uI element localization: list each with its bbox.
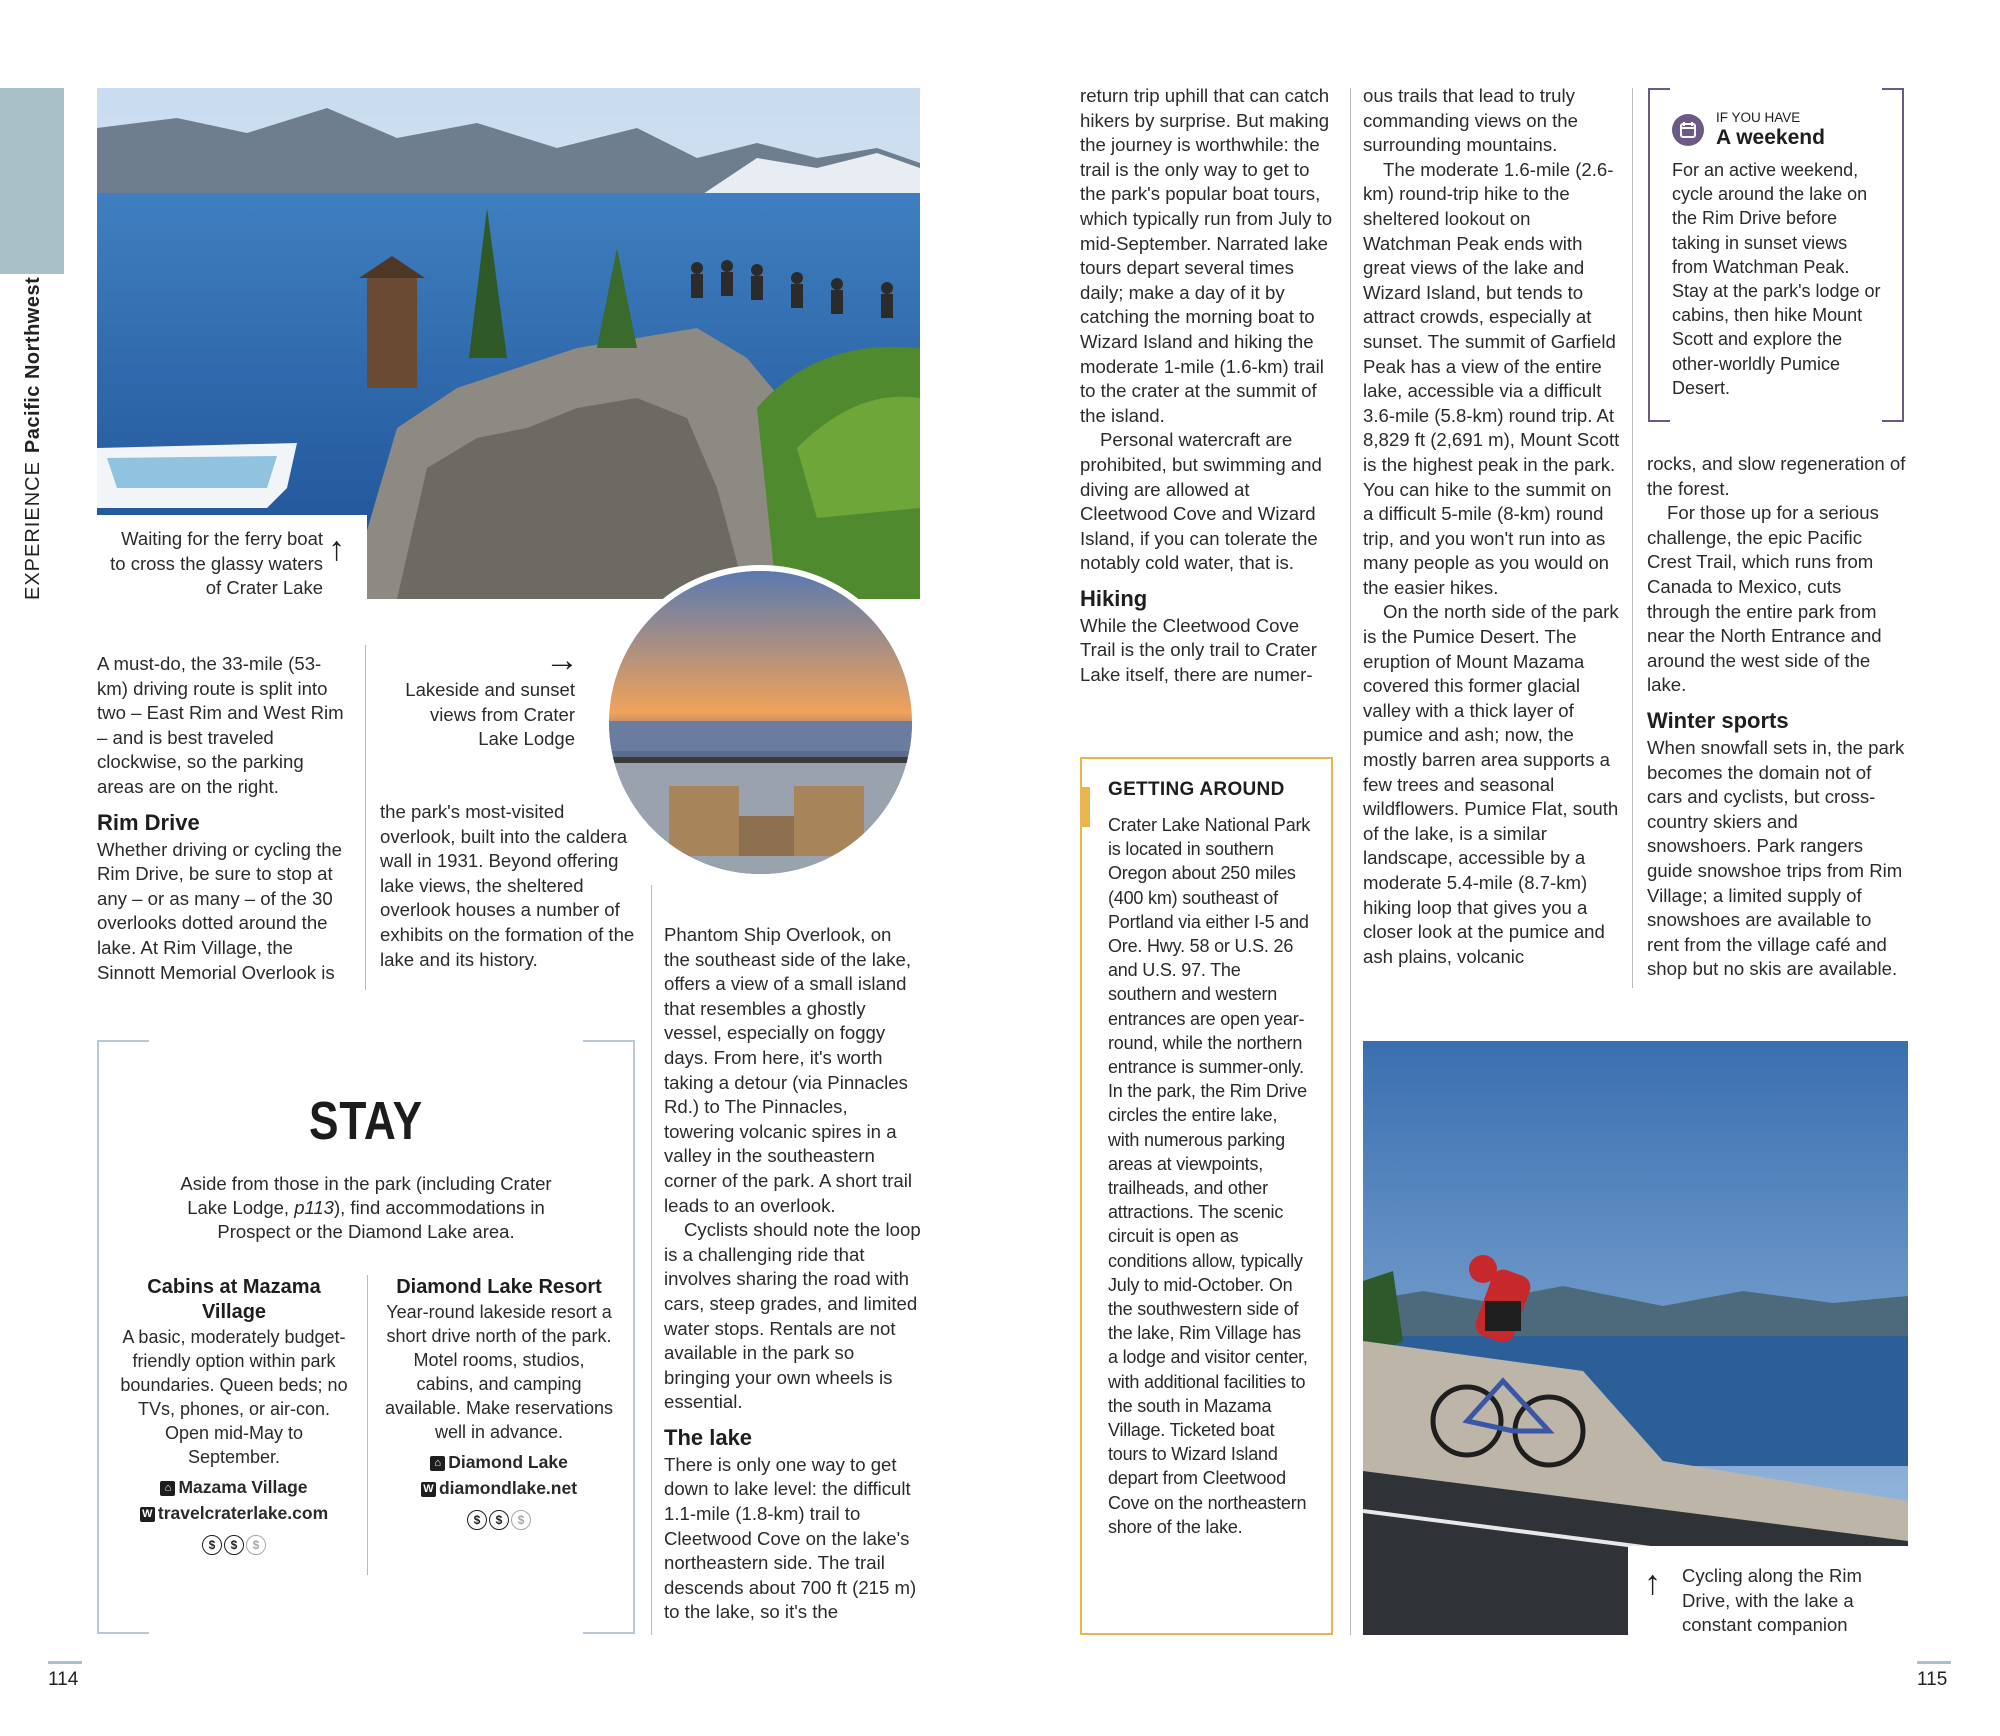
region-name: Pacific Northwest	[22, 276, 44, 454]
paragraph: A must-do, the 33-mile (53-km) driving route is split into two – East Rim and West Rim – and is best traveled clockwise, so the parking areas are on the right.	[97, 653, 344, 797]
paragraph: Whether driving or cycling the Rim Drive, be sure to stop at any – or as many – of the 30 overlooks dotted around the lake. At Rim Village, the Sinnott Memorial Overlook is	[97, 838, 342, 983]
paragraph: There is only one way to get down to lake level: the difficult 1.1-mile (1.8-km) trail to Cleetwood Cove on the lake's northeastern side. The trail descends about 700 ft (215 m) to the lake, so it's the	[664, 1453, 917, 1623]
arrow-right-icon: →	[545, 641, 579, 679]
listing-description: Year-round lakeside resort a short drive north of the park. Motel rooms, studios, cabins, and camping available. Make reservations well in advance.	[384, 1302, 614, 1442]
subheading-winter-sports: Winter sports	[1647, 707, 1789, 733]
box-corner	[97, 1040, 149, 1042]
stay-box	[97, 1040, 635, 1634]
stay-intro-text: ), find accommodations in Prospect or the Diamond Lake area.	[217, 1197, 545, 1242]
paragraph: return trip uphill that can catch hikers by surprise. But making the journey is worthwhile: the trail is the only way to get to the park's popular boat tours, which typically run from July to mid-September. Narrated lake tours depart several times daily; make a day of it by catching the morning boat to Wizard Island and hiking the moderate 1-mile (1.6-km) trail to the crater at the summit of the island.	[1080, 85, 1333, 426]
ferry-caption: Waiting for the ferry boat to cross the glassy waters of Crater Lake	[110, 528, 323, 598]
column-rule	[367, 1275, 368, 1575]
column-5	[1363, 84, 1621, 969]
stay-intro	[159, 1172, 573, 1244]
lodge-caption: Lakeside and sunset views from Crater Lake Lodge	[405, 679, 575, 749]
price-coin-icon: $	[246, 1535, 266, 1555]
listing-address	[384, 1450, 614, 1474]
address-text: Mazama Village	[178, 1477, 308, 1497]
weekend-title: A weekend	[1716, 126, 1825, 149]
price-rating	[119, 1535, 349, 1561]
listing-website[interactable]	[119, 1501, 349, 1525]
stay-intro-text: Aside from those in the park (including Crater Lake Lodge,	[180, 1173, 552, 1218]
price-coin-icon: $	[489, 1510, 509, 1530]
web-icon: W	[421, 1482, 436, 1497]
listing-name: Cabins at Mazama Village	[147, 1276, 321, 1323]
website-text: travelcraterlake.com	[157, 1503, 329, 1523]
paragraph: Phantom Ship Overlook, on the southeast side of the lake, offers a view of a small island that resembles a ghostly vessel, especially on foggy days. From here, it's worth taking a detour (via Pinnacles Rd.) to The Pinnacles, towering volcanic spires in a valley in the southeastern corner of the park. A short trail leads to an overlook.	[664, 924, 913, 1216]
listing-diamond-lake	[384, 1275, 614, 1536]
column-3	[664, 923, 921, 1625]
subheading-hiking: Hiking	[1080, 585, 1148, 611]
listing-website[interactable]	[384, 1476, 614, 1500]
column-4	[1080, 84, 1335, 688]
price-coin-icon: $	[511, 1510, 531, 1530]
box-corner	[1648, 88, 1670, 90]
box-corner	[1648, 420, 1670, 422]
paragraph: rocks, and slow regeneration of the forest.	[1647, 453, 1906, 499]
section-name: EXPERIENCE	[22, 461, 44, 600]
listing-cabins-mazama	[119, 1275, 349, 1561]
box-corner	[583, 1632, 635, 1634]
home-icon: ⌂	[160, 1481, 175, 1496]
paragraph: While the Cleetwood Cove Trail is the only trail to Crater Lake itself, there are numer-	[1080, 614, 1317, 686]
box-corner	[1882, 88, 1904, 90]
box-corner	[97, 1632, 149, 1634]
column-rule	[1350, 88, 1351, 1635]
lodge-sunset-illustration	[609, 571, 918, 880]
column-rule	[1632, 88, 1633, 988]
arrow-up-icon: ↑	[1644, 1564, 1661, 1602]
paragraph: When snowfall sets in, the park becomes the domain not of cars and cyclists, but cross-country skiers and snowshoers. Park rangers guide snowshoe trips from Rim Village; a limited supply of snowshoes are available to rent from the village café and shop but no skis are available.	[1647, 736, 1905, 980]
price-coin-icon: $	[224, 1535, 244, 1555]
column-1	[97, 652, 352, 985]
getting-around-text: Crater Lake National Park is located in southern Oregon about 250 miles (400 km) southeast of Portland via either I-5 and Ore. Hwy. 58 or U.S. 26 and U.S. 97. The southern and western entrances are open year-round, while the northern entrance is summer-only. In the park, the Rim Drive circles the entire lake, with numerous parking areas at viewpoints, trailheads, and other attractions. The scenic circuit is open as conditions allow, typically July to mid-October. On the southwestern side of the lake, Rim Village has a lodge and visitor center, with additional facilities to the south in Mazama Village. Ticketed boat tours to Wizard Island depart from Cleetwood Cove on the northeastern shore of the lake.	[1108, 815, 1311, 1537]
price-coin-icon: $	[202, 1535, 222, 1555]
calendar-icon	[1672, 114, 1704, 146]
cycling-caption: Cycling along the Rim Drive, with the lake a constant companion	[1682, 1565, 1862, 1635]
column-2	[380, 800, 635, 972]
page-number-right: 115	[1917, 1669, 1948, 1690]
website-text: diamondlake.net	[438, 1478, 578, 1498]
price-rating	[384, 1510, 614, 1536]
page-number-bar	[48, 1661, 82, 1664]
listing-address	[119, 1475, 349, 1499]
weekend-text: For an active weekend, cycle around the lake on the Rim Drive before taking in sunset views from Watchman Peak. Stay at the park's lodge or cabins, then hike Mount Scott and explore the other-worldly Pumice Desert.	[1672, 160, 1881, 398]
stay-title: STAY	[308, 1091, 424, 1151]
column-rule	[651, 885, 652, 1635]
paragraph: Personal watercraft are prohibited, but swimming and diving are allowed at Cleetwood Cove and Wizard Island, if you can tolerate the notably cold water, that is.	[1080, 429, 1322, 574]
lodge-sunset-photo	[603, 565, 918, 880]
getting-around-title: GETTING AROUND	[1108, 779, 1285, 800]
page-reference: p113	[294, 1197, 334, 1218]
home-icon: ⌂	[430, 1456, 445, 1471]
paragraph: Cyclists should note the loop is a challenging ride that involves sharing the road with cars, steep grades, and limited water stops. Rentals are not available in the park so bringing your own wheels is essential.	[664, 1219, 921, 1413]
getting-around-box	[1080, 757, 1333, 1635]
web-icon: W	[140, 1507, 155, 1522]
listing-name: Diamond Lake Resort	[396, 1276, 602, 1298]
address-text: Diamond Lake	[448, 1452, 568, 1472]
column-6	[1647, 452, 1907, 982]
section-label	[22, 80, 62, 600]
accent-bar	[1082, 787, 1090, 827]
page-number-bar	[1917, 1661, 1951, 1664]
page-number-left: 114	[48, 1669, 79, 1690]
paragraph: the park's most-visited overlook, built into the caldera wall in 1931. Beyond offering lake views, the sheltered overlook houses a number of exhibits on the formation of the lake and its history.	[380, 801, 635, 970]
calendar-icon-glyph	[1672, 114, 1704, 146]
paragraph: For those up for a serious challenge, the epic Pacific Crest Trail, which runs from Canada to Mexico, cuts through the entire park from near the North Entrance and around the west side of the lake.	[1647, 502, 1882, 696]
weekend-kicker: IF YOU HAVE	[1716, 110, 1801, 125]
box-corner	[583, 1040, 635, 1042]
box-corner	[1882, 420, 1904, 422]
subheading-rim-drive: Rim Drive	[97, 809, 200, 835]
column-rule	[365, 645, 366, 990]
weekend-box	[1648, 88, 1904, 422]
paragraph: The moderate 1.6-mile (2.6-km) round-trip hike to the sheltered lookout on Watchman Peak ends with great views of the lake and Wizard Island, but tends to attract crowds, especially at sunset. The summit of Garfield Peak has a view of the entire lake, accessible via a difficult 3.6-mile (5.8-km) round trip. At 8,829 ft (2,691 m), Mount Scott is the highest peak in the park. You can hike to the summit on a difficult 5-mile (8-km) round trip, and you won't run into as many people as you would on the easier hikes.	[1363, 158, 1620, 598]
listing-description: A basic, moderately budget-friendly option within park boundaries. Queen beds; no TVs, phones, or air-con. Open mid-May to September.	[120, 1327, 348, 1467]
price-coin-icon: $	[467, 1510, 487, 1530]
paragraph: ous trails that lead to truly commanding views on the surrounding mountains.	[1363, 85, 1578, 156]
arrow-up-icon: ↑	[328, 530, 345, 568]
paragraph: On the north side of the park is the Pumice Desert. The eruption of Mount Mazama covered this former glacial valley with a thick layer of pumice and ash; now, the mostly barren area supports a few trees and seasonal wildflowers. Pumice Flat, south of the lake, is a similar landscape, accessible by a moderate 5.4-mile (8.7-km) hiking loop that gives you a closer look at the pumice and ash plains, volcanic	[1363, 601, 1619, 967]
subheading-the-lake: The lake	[664, 1424, 753, 1450]
